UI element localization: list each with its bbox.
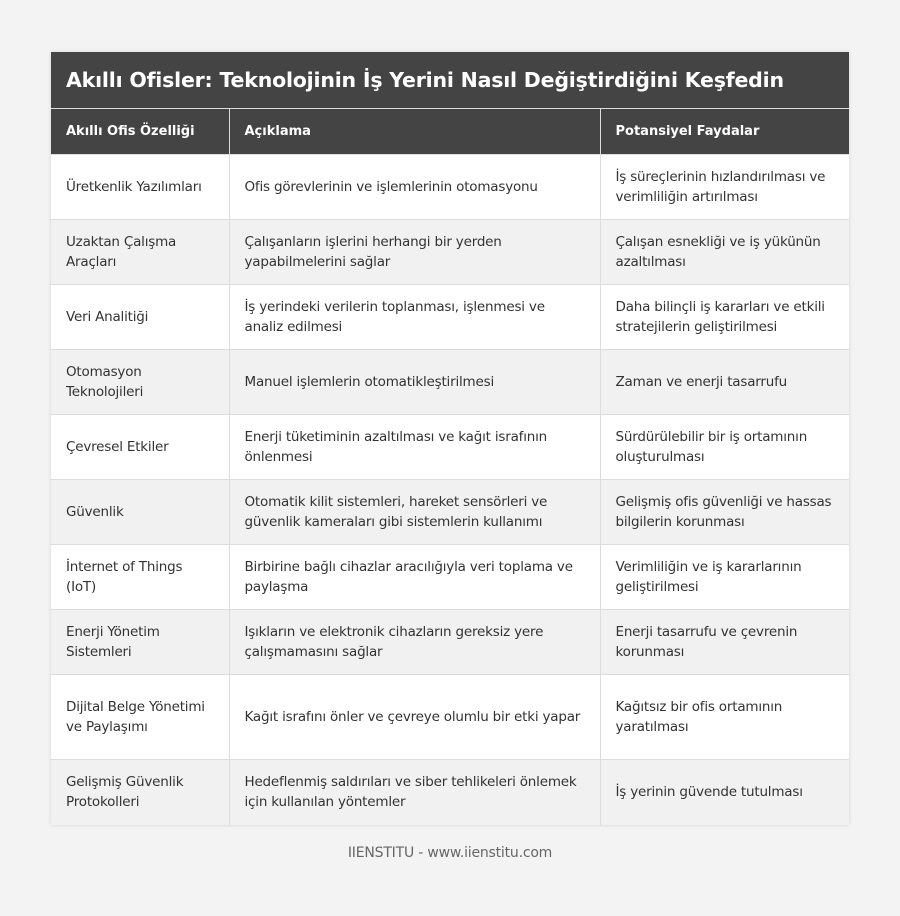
cell-description: Ofis görevlerinin ve işlemlerinin otomasyonu: [229, 155, 600, 220]
cell-feature: Gelişmiş Güvenlik Protokolleri: [51, 760, 229, 825]
header-feature: Akıllı Ofis Özelliği: [51, 109, 229, 155]
cell-feature: Otomasyon Teknolojileri: [51, 350, 229, 415]
cell-feature: Çevresel Etkiler: [51, 415, 229, 480]
cell-feature: Veri Analitiği: [51, 285, 229, 350]
cell-benefits: Daha bilinçli iş kararları ve etkili stratejilerin geliştirilmesi: [600, 285, 849, 350]
cell-benefits: Zaman ve enerji tasarrufu: [600, 350, 849, 415]
cell-benefits: Gelişmiş ofis güvenliği ve hassas bilgilerin korunması: [600, 480, 849, 545]
footer-credit: IIENSTITU - www.iienstitu.com: [347, 845, 553, 861]
cell-benefits: Verimliliğin ve iş kararlarının geliştirilmesi: [600, 545, 849, 610]
cell-description: İş yerindeki verilerin toplanması, işlenmesi ve analiz edilmesi: [229, 285, 600, 350]
cell-description: Işıkların ve elektronik cihazların gereksiz yere çalışmamasını sağlar: [229, 610, 600, 675]
cell-benefits: Sürdürülebilir bir iş ortamının oluşturulması: [600, 415, 849, 480]
table-row: [51, 220, 849, 285]
cell-feature: Dijital Belge Yönetimi ve Paylaşımı: [51, 675, 229, 760]
cell-benefits: İş yerinin güvende tutulması: [600, 760, 849, 825]
cell-benefits: Enerji tasarrufu ve çevrenin korunması: [600, 610, 849, 675]
cell-feature: Güvenlik: [51, 480, 229, 545]
cell-description: Hedeflenmiş saldırıları ve siber tehlikeleri önlemek için kullanılan yöntemler: [229, 760, 600, 825]
table-row: [51, 675, 849, 760]
cell-benefits: Çalışan esnekliği ve iş yükünün azaltılması: [600, 220, 849, 285]
smart-office-table: [51, 108, 849, 825]
table-row: [51, 760, 849, 825]
table-row: [51, 545, 849, 610]
table-row: [51, 480, 849, 545]
cell-benefits: Kağıtsız bir ofis ortamının yaratılması: [600, 675, 849, 760]
cell-feature: Enerji Yönetim Sistemleri: [51, 610, 229, 675]
table-row: [51, 415, 849, 480]
table-row: [51, 285, 849, 350]
table-row: [51, 155, 849, 220]
cell-description: Otomatik kilit sistemleri, hareket sensörleri ve güvenlik kameraları gibi sistemlerin kullanımı: [229, 480, 600, 545]
header-row: [51, 109, 849, 155]
table-row: [51, 610, 849, 675]
cell-description: Kağıt israfını önler ve çevreye olumlu bir etki yapar: [229, 675, 600, 760]
cell-description: Enerji tüketiminin azaltılması ve kağıt israfının önlenmesi: [229, 415, 600, 480]
table-row: [51, 350, 849, 415]
header-benefits: Potansiyel Faydalar: [600, 109, 849, 155]
cell-description: Çalışanların işlerini herhangi bir yerden yapabilmelerini sağlar: [229, 220, 600, 285]
header-description: Açıklama: [229, 109, 600, 155]
cell-description: Birbirine bağlı cihazlar aracılığıyla veri toplama ve paylaşma: [229, 545, 600, 610]
cell-benefits: İş süreçlerinin hızlandırılması ve verimliliğin artırılması: [600, 155, 849, 220]
cell-feature: İnternet of Things (IoT): [51, 545, 229, 610]
smart-office-table-card: [51, 52, 849, 825]
cell-feature: Üretkenlik Yazılımları: [51, 155, 229, 220]
cell-description: Manuel işlemlerin otomatikleştirilmesi: [229, 350, 600, 415]
table-title: Akıllı Ofisler: Teknolojinin İş Yerini Nasıl Değiştirdiğini Keşfedin: [51, 52, 849, 108]
cell-feature: Uzaktan Çalışma Araçları: [51, 220, 229, 285]
